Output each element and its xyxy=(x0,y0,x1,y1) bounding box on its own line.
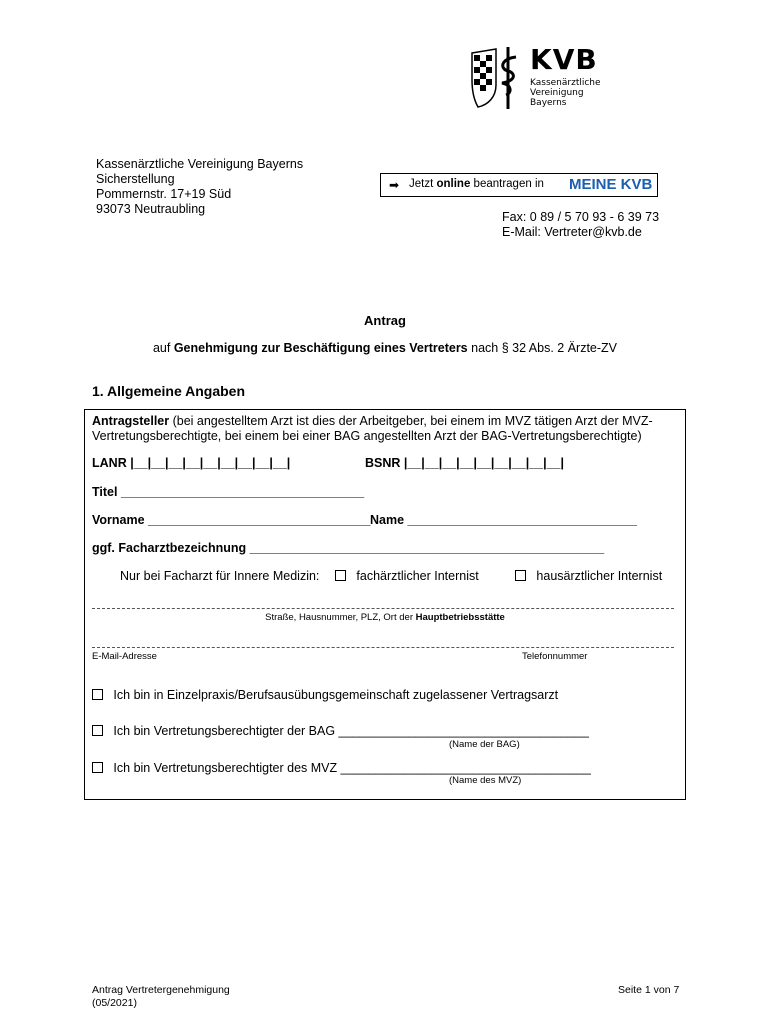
address-line: 93073 Neutraubling xyxy=(96,202,206,216)
page-subtitle: auf Genehmigung zur Beschäftigung eines Vertreters nach § 32 Abs. 2 Ärzte-ZV xyxy=(152,341,618,355)
name-field[interactable]: Name _________________________________ xyxy=(370,513,637,527)
address-line: Pommernstr. 17+19 Süd xyxy=(96,187,232,201)
checkbox-mvz[interactable]: Ich bin Vertretungsberechtigter des MVZ ____________________________________ xyxy=(92,761,591,775)
lanr-field[interactable]: LANR |__|__|__|__|__|__|__|__|__| xyxy=(92,456,291,470)
email: E-Mail: Vertreter@kvb.de xyxy=(502,225,642,239)
contact-info xyxy=(502,210,659,240)
strasse-label: Straße, Hausnummer, PLZ, Ort der Hauptbetriebsstätte xyxy=(265,612,505,623)
bsnr-field[interactable]: BSNR |__|__|__|__|__|__|__|__|__| xyxy=(365,456,564,470)
online-apply-link[interactable] xyxy=(380,173,658,197)
meine-kvb-brand: MEINE KVB xyxy=(569,176,653,193)
kvb-shield-icon xyxy=(470,45,528,110)
titel-field[interactable]: Titel ___________________________________ xyxy=(92,485,365,499)
hausaerztlicher-internist-option[interactable]: hausärztlicher Internist xyxy=(515,569,662,583)
email-telefon-input-line[interactable] xyxy=(92,647,674,648)
checkbox-bag[interactable]: Ich bin Vertretungsberechtigter der BAG ____________________________________ xyxy=(92,724,589,738)
footer-doc-version: (05/2021) xyxy=(92,997,137,1009)
antragsteller-line-2: Vertretungsberechtigte, bei einem bei einer BAG angestellten Arzt der BAG-Vertretungsberechtigte) xyxy=(92,429,642,443)
checkbox[interactable] xyxy=(335,570,346,581)
checkbox[interactable] xyxy=(92,762,103,773)
section-heading: 1. Allgemeine Angaben xyxy=(92,383,245,399)
checkbox[interactable] xyxy=(92,725,103,736)
page-number: Seite 1 von 7 xyxy=(618,984,680,996)
checkbox[interactable] xyxy=(92,689,103,700)
footer-doc-title: Antrag Vertretergenehmigung xyxy=(92,984,230,996)
antragsteller-line-1: Antragsteller (bei angestelltem Arzt ist dies der Arbeitgeber, bei einem im MVZ tätigen Arzt der MVZ- xyxy=(92,414,653,428)
telefon-label: Telefonnummer xyxy=(522,651,588,662)
address-line: Sicherstellung xyxy=(96,172,175,186)
mvz-name-label: (Name des MVZ) xyxy=(449,775,522,786)
logo-line-3: Bayerns xyxy=(530,98,567,108)
kvb-logo xyxy=(470,45,610,110)
fachaerztlicher-internist-option[interactable]: fachärztlicher Internist xyxy=(335,569,479,583)
fax: Fax: 0 89 / 5 70 93 - 6 39 73 xyxy=(502,210,660,224)
address-line: Kassenärztliche Vereinigung Bayerns xyxy=(96,157,304,171)
footer-doc-info xyxy=(92,984,230,1010)
vorname-field[interactable]: Vorname ________________________________ xyxy=(92,513,371,527)
strasse-input-line[interactable] xyxy=(92,608,674,609)
checkbox-einzelpraxis[interactable]: Ich bin in Einzelpraxis/Berufsausübungsgemeinschaft zugelassener Vertragsarzt xyxy=(92,688,558,702)
arrow-right-icon: ➡ xyxy=(389,178,400,192)
logo-line-1: Kassenärztliche xyxy=(530,78,601,88)
innere-medizin-label: Nur bei Facharzt für Innere Medizin: xyxy=(120,569,320,583)
logo-text: KVB xyxy=(530,43,598,76)
facharzt-field[interactable]: ggf. Facharztbezeichnung ___________________________________________________ xyxy=(92,541,605,555)
page-title: Antrag xyxy=(364,313,406,328)
checkbox[interactable] xyxy=(515,570,526,581)
logo-line-2: Vereinigung xyxy=(530,88,584,98)
online-text: Jetzt online beantragen in xyxy=(409,178,544,190)
email-label: E-Mail-Adresse xyxy=(92,651,157,662)
recipient-address xyxy=(96,157,303,217)
bag-name-label: (Name der BAG) xyxy=(449,739,520,750)
